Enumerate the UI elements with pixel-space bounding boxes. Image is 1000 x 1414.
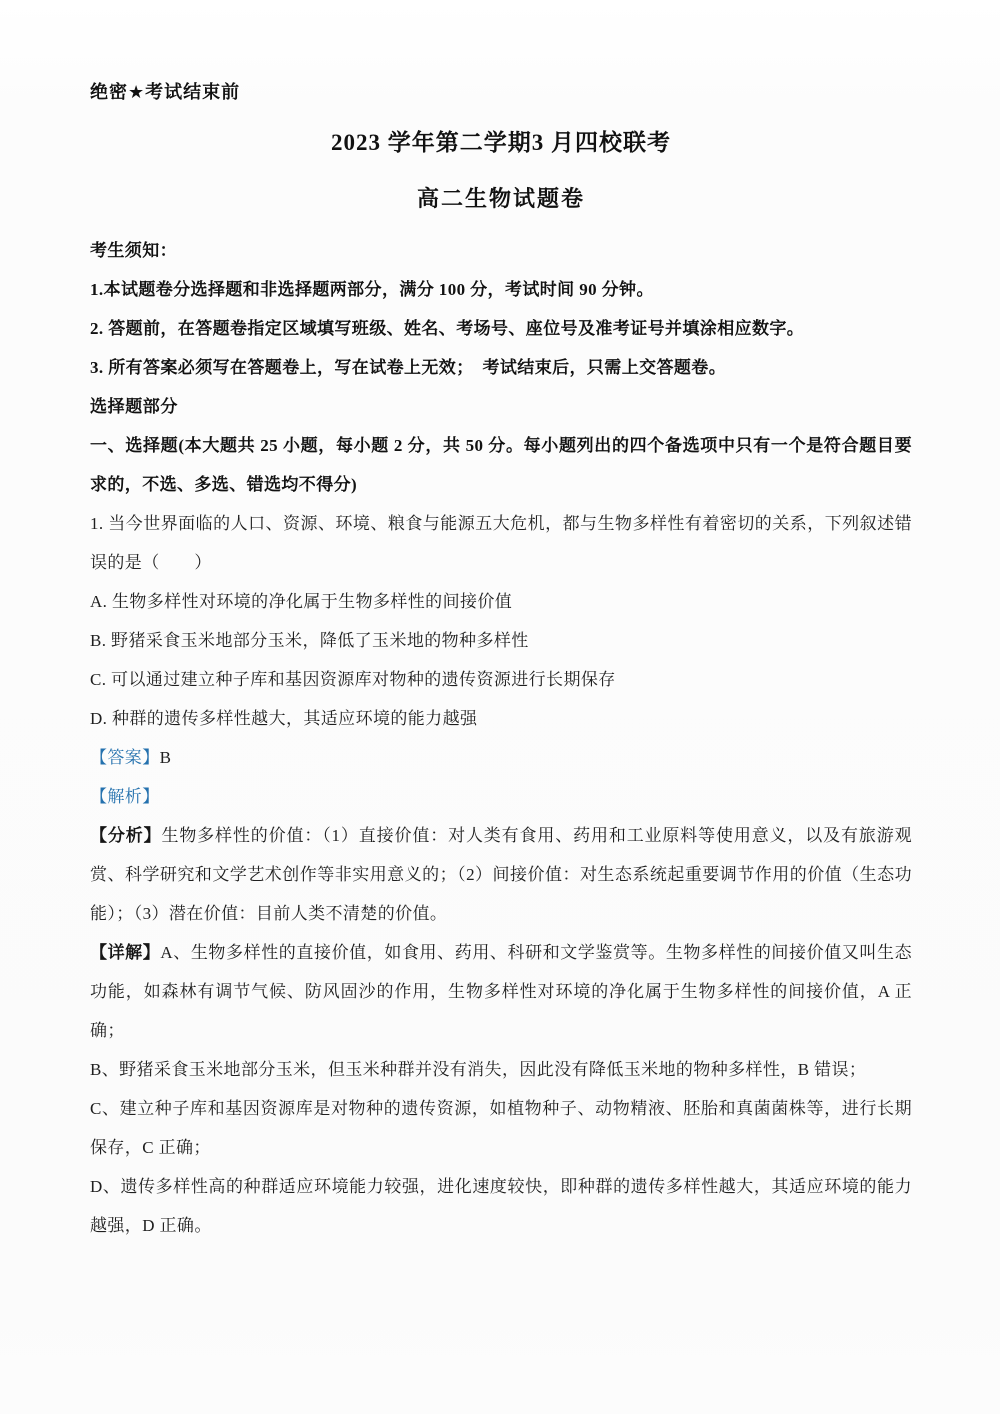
question-1-option-b: B. 野猪采食玉米地部分玉米，降低了玉米地的物种多样性 (90, 631, 529, 650)
analysis-text: 生物多样性的价值：（1）直接价值：对人类有食用、药用和工业原料等使用意义，以及有旅游观赏、科学研究和文学艺术创作等非实用意义的；（2）间接价值：对生态系统起重要调节作用的价值（生态功能）；（3）潜在价值：目前人类不清楚的价值。 (90, 826, 912, 923)
classification-banner: 绝密★考试结束前 (90, 82, 241, 102)
detail-paragraph-c: C、建立种子库和基因资源库是对物种的遗传资源，如植物种子、动物精液、胚胎和真菌菌株等，进行长期保存，C 正确； (90, 1099, 912, 1157)
explanation-label: 【解析】 (90, 787, 160, 806)
answer-line (90, 738, 912, 777)
question-1-stem: 1. 当今世界面临的人口、资源、环境、粮食与能源五大危机，都与生物多样性有着密切的关系，下列叙述错误的是（ ） (90, 514, 912, 572)
exam-title: 2023 学年第二学期3 月四校联考 (331, 130, 671, 155)
detail-label: 【详解】 (90, 943, 161, 962)
candidate-notice-header: 考生须知： (90, 241, 177, 260)
question-1-option-c: C. 可以通过建立种子库和基因资源库对物种的遗传资源进行长期保存 (90, 670, 616, 689)
answer-value: B (159, 748, 172, 767)
explanation-line (90, 777, 912, 816)
notice-item-1: 1.本试题卷分选择题和非选择题两部分，满分 100 分，考试时间 90 分钟。 (90, 280, 654, 299)
answer-label: 【答案】 (90, 748, 160, 767)
detail-paragraph-a (90, 933, 912, 1050)
document-body (90, 231, 912, 1245)
question-1-option-d: D. 种群的遗传多样性越大，其适应环境的能力越强 (90, 709, 478, 728)
question-1-option-a: A. 生物多样性对环境的净化属于生物多样性的间接价值 (90, 592, 513, 611)
section-instruction: 一、选择题(本大题共 25 小题，每小题 2 分，共 50 分。每小题列出的四个备选项中只有一个是符合题目要求的，不选、多选、错选均不得分) (90, 436, 912, 494)
analysis-label: 【分析】 (90, 826, 162, 845)
notice-item-2: 2. 答题前，在答题卷指定区域填写班级、姓名、考场号、座位号及准考证号并填涂相应数字。 (90, 319, 805, 338)
detail-paragraph-d: D、遗传多样性高的种群适应环境能力较强，进化速度较快，即种群的遗传多样性越大，其适应环境的能力越强，D 正确。 (90, 1177, 912, 1235)
notice-item-3: 3. 所有答案必须写在答题卷上，写在试卷上无效； 考试结束后，只需上交答题卷。 (90, 358, 727, 377)
detail-paragraph-b: B、野猪采食玉米地部分玉米，但玉米种群并没有消失，因此没有降低玉米地的物种多样性，B 错误； (90, 1060, 867, 1079)
analysis-paragraph (90, 816, 912, 933)
detail-text-a: A、生物多样性的直接价值，如食用、药用、科研和文学鉴赏等。生物多样性的间接价值又叫生态功能，如森林有调节气候、防风固沙的作用，生物多样性对环境的净化属于生物多样性的间接价值，A 正确； (90, 943, 912, 1040)
section-part-label: 选择题部分 (90, 397, 178, 416)
paper-title: 高二生物试题卷 (416, 186, 585, 211)
